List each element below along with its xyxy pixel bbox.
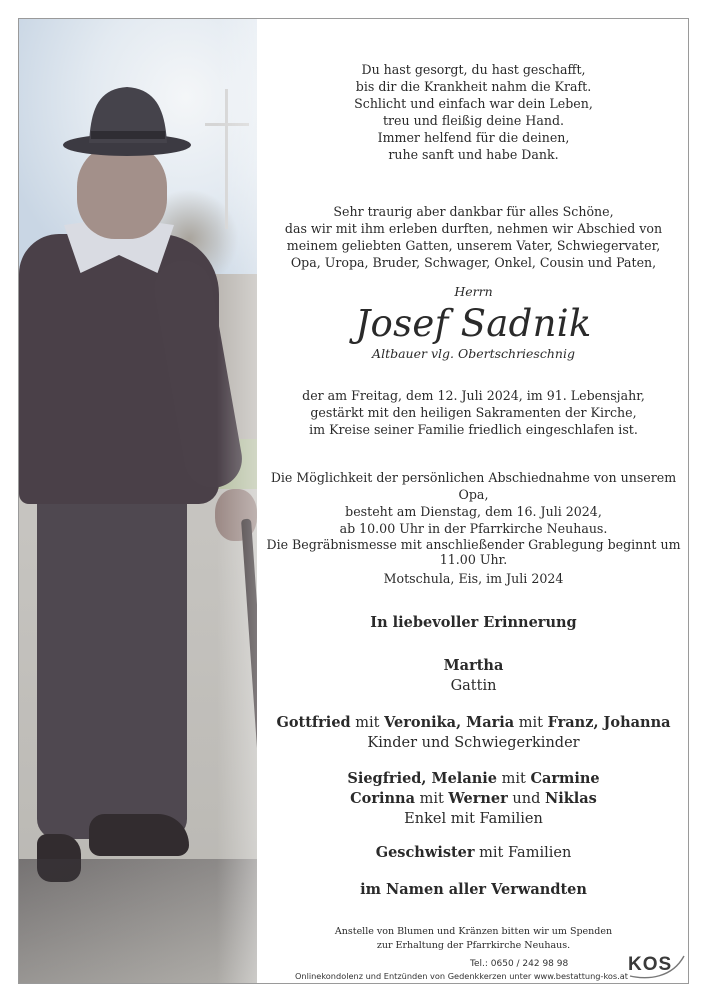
grandchildren-line-1 xyxy=(258,769,689,789)
verse-line: Immer helfend für die deinen, xyxy=(377,130,570,145)
spouse-block xyxy=(258,656,689,696)
connector: mit xyxy=(419,791,444,807)
verse-line: ruhe sanft und habe Dank. xyxy=(388,147,559,162)
children-role: Kinder und Schwiegerkinder xyxy=(367,735,580,751)
connector: mit xyxy=(355,715,380,731)
death-notice xyxy=(258,387,689,438)
spouse-role: Gattin xyxy=(450,678,497,694)
intro-line: Opa, Uropa, Bruder, Schwager, Onkel, Cousin und Paten, xyxy=(290,255,657,270)
note-line: Anstelle von Blumen und Kränzen bitten wir um Spenden xyxy=(334,926,613,937)
note-line: zur Erhaltung der Pfarrkirche Neuhaus. xyxy=(376,940,571,951)
intro-line: das wir mit ihm erleben durften, nehmen wir Abschied von xyxy=(284,221,663,236)
grandchildren-role: Enkel mit Familien xyxy=(404,811,543,827)
death-line: gestärkt mit den heiligen Sakramenten der Kirche, xyxy=(310,405,637,420)
connector: mit xyxy=(501,771,526,787)
photo-fade xyxy=(217,19,257,983)
online-condolence-link[interactable]: Onlinekondolenz und Entzünden von Gedenkkerzen unter www.bestattung-kos.at xyxy=(294,971,628,981)
deceased-name: Josef Sadnik xyxy=(355,302,592,345)
grandchild-name: Corinna xyxy=(350,790,415,807)
farewell-line: besteht am Dienstag, dem 16. Juli 2024, xyxy=(345,504,602,519)
place-date: Motschula, Eis, im Juli 2024 xyxy=(383,571,564,586)
person-legs xyxy=(37,489,187,839)
shoe xyxy=(89,814,189,856)
verse-line: treu und fleißig deine Hand. xyxy=(382,113,565,128)
donation-note xyxy=(258,925,689,953)
connector: und xyxy=(512,791,541,807)
siblings-label: Geschwister xyxy=(375,844,475,861)
verse-line: bis dir die Krankheit nahm die Kraft. xyxy=(355,79,592,94)
siblings-block xyxy=(258,843,689,863)
spouse-name: Martha xyxy=(443,657,504,674)
intro-line: meinem geliebten Gatten, unserem Vater, Schwiegervater, xyxy=(286,238,661,253)
children-names xyxy=(258,713,689,733)
funeral-mass: Die Begräbnismesse mit anschließender Grablegung beginnt um 11.00 Uhr. xyxy=(266,537,681,567)
deceased-title: Altbauer vlg. Obertschrieschnig xyxy=(372,346,575,361)
kos-logo: KOS xyxy=(628,954,673,975)
intro-line: Sehr traurig aber dankbar für alles Schöne, xyxy=(333,204,614,219)
child-name: Veronika, Maria xyxy=(384,714,515,731)
siblings-suffix: mit Familien xyxy=(479,845,572,861)
child-name: Franz, Johanna xyxy=(547,714,671,731)
grandchild-name: Carmine xyxy=(530,770,600,787)
portrait-photo xyxy=(19,19,257,983)
relatives-line: im Namen aller Verwandten xyxy=(360,881,587,898)
memory-heading: In liebevoller Erinnerung xyxy=(370,614,577,631)
children-block xyxy=(258,713,689,753)
grandchildren-line-2 xyxy=(258,789,689,809)
verse-line: Du hast gesorgt, du hast geschafft, xyxy=(361,62,586,77)
hat-icon xyxy=(61,81,193,159)
verse-line: Schlicht und einfach war dein Leben, xyxy=(354,96,593,111)
grandchild-name: Werner xyxy=(448,790,508,807)
grandchild-name: Niklas xyxy=(544,790,597,807)
grandchild-name: Siegfried, Melanie xyxy=(347,770,497,787)
verse xyxy=(258,61,689,163)
death-line: im Kreise seiner Familie friedlich eingeschlafen ist. xyxy=(309,422,638,437)
farewell-line: Die Möglichkeit der persönlichen Abschiednahme von unserem Opa, xyxy=(270,470,677,502)
death-line: der am Freitag, dem 12. Juli 2024, im 91. Lebensjahr, xyxy=(302,388,645,403)
phone-number: Tel.: 0650 / 242 98 98 xyxy=(470,959,569,969)
child-name: Gottfried xyxy=(276,714,351,731)
farewell-line: ab 10.00 Uhr in der Pfarrkirche Neuhaus. xyxy=(339,521,608,536)
intro-text xyxy=(258,203,689,271)
grandchildren-block xyxy=(258,769,689,829)
salutation: Herrn xyxy=(454,284,493,299)
farewell-notice xyxy=(258,469,689,537)
connector: mit xyxy=(518,715,543,731)
